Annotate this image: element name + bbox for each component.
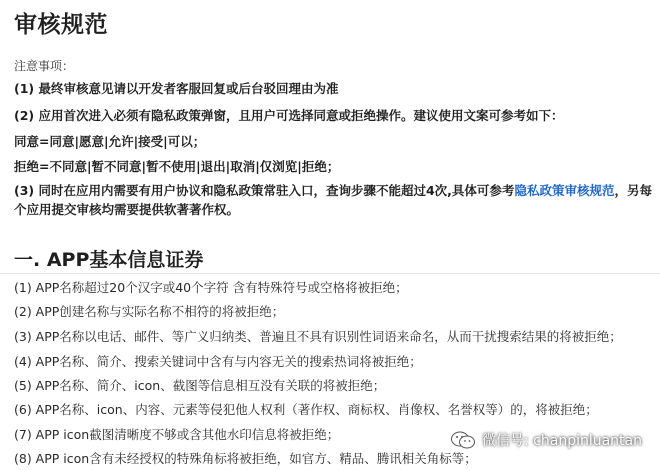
- wechat-icon: [450, 430, 476, 450]
- list-item: (3) APP名称以电话、邮件、等广义归纳类、普遍且不具有识别性词语来命名，从而干扰搜索结果的将被拒绝；: [14, 329, 622, 344]
- watermark: [450, 430, 642, 450]
- note-3-line2: 个应用提交审核均需要提供软著著作权。: [14, 202, 240, 217]
- list-item: (2) APP创建名称与实际名称不相符的将被拒绝；: [14, 304, 285, 319]
- section-heading: 一. APP基本信息证券: [14, 249, 204, 271]
- note-agree: 同意=同意|愿意|允许|接受|可以；: [14, 134, 206, 149]
- list-item: (5) APP名称、简介、icon、截图等信息相互没有关联的将被拒绝；: [14, 378, 386, 393]
- note-3-text: (3) 同时在应用内需要有用户协议和隐私政策常驻入口，查询步骤不能超过4次,具体可参考: [14, 183, 515, 198]
- note-3: [14, 182, 652, 200]
- list-item: (6) APP名称、icon、内容、元素等侵犯他人权利（著作权、商标权、肖像权、名誉权等）的，将被拒绝；: [14, 402, 598, 417]
- list-item: (4) APP名称、简介、搜索关键词中含有与内容无关的搜索热词将被拒绝；: [14, 354, 422, 369]
- list-item: (7) APP icon截图清晰度不够或含其他水印信息将被拒绝；: [14, 427, 340, 442]
- section-divider: [0, 273, 660, 274]
- note-reject: 拒绝=不同意|暂不同意|暂不使用|退出|取消|仅浏览|拒绝；: [14, 159, 340, 174]
- note-2: (2) 应用首次进入必须有隐私政策弹窗，且用户可选择同意或拒绝操作。建议使用文案可参考如下：: [14, 108, 564, 123]
- note-3-tail: ，另每: [614, 183, 652, 198]
- list-item: (8) APP icon含有未经授权的特殊角标将被拒绝，如官方、精品、腾讯相关角标等；: [14, 451, 477, 466]
- page-title: 审核规范: [14, 12, 108, 38]
- notes-label: 注意事项：: [14, 59, 75, 73]
- list-item: (1) APP名称超过20个汉字或40个字符 含有特殊符号或空格将被拒绝；: [14, 280, 408, 295]
- watermark-text: 微信号: chanpinluantan: [482, 433, 642, 449]
- privacy-policy-link[interactable]: 隐私政策审核规范: [514, 183, 615, 198]
- note-1: (1) 最终审核意见请以开发者客服回复或后台驳回理由为准: [14, 81, 339, 96]
